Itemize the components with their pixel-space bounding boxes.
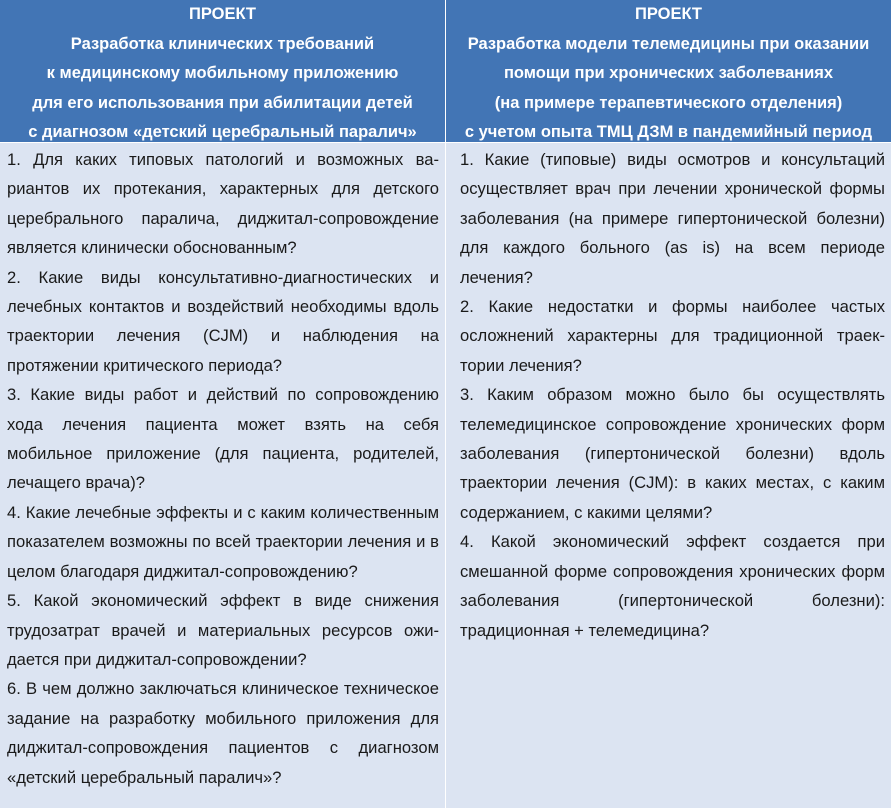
left-project-title-line-2: к медицинскому мобильному приложению	[46, 64, 399, 82]
right-project-title-line-2: помощи при хронических заболеваниях	[503, 64, 834, 82]
left-questions-list	[0, 143, 445, 808]
left-question-3: 3. Какие виды работ и действий по сопровождению хода лечения пациента может взять на себя мобильное приложение (для пациента, родителей, лечащего врача)?	[7, 385, 439, 493]
right-questions-list	[446, 143, 891, 808]
right-question-3: 3. Каким образом можно было бы осуществлять телемедицинское сопровождение хронических форм заболевания (гипертонической болезни) вдоль траектории лечения (CJM): в каких местах, с каким содержанием, с какими целями?	[460, 385, 885, 522]
right-project-title-line-4: с учетом опыта ТМЦ ДЗМ в пандемийный период	[464, 123, 873, 141]
left-question-2: 2. Какие виды консультативно-диагностических и лечебных контактов и воздействий необходимы вдоль траектории лечения (CJM) и наблюдения на протяжении критического периода?	[7, 267, 439, 375]
left-question-5: 5. Какой экономический эффект в виде снижения трудозатрат врачей и материальных ресурсов ожидается при диджитал-сопровождении?	[7, 591, 439, 669]
right-question-4: 4. Какой экономический эффект создается при смешанной форме сопровождения хронических форм заболевания (гипертонической болезни): традиционная + телемедицина?	[460, 532, 885, 640]
left-project-title-line-3: для его использования при абилитации детей	[32, 93, 413, 112]
left-project-label: ПРОЕКТ	[188, 5, 257, 23]
right-project-column	[446, 0, 891, 808]
left-project-title-line-4: с диагнозом «детский церебральный паралич»	[28, 123, 417, 141]
right-question-2: 2. Какие недостатки и формы наиболее частых осложнений характерны для традиционной траектории лечения?	[460, 297, 885, 375]
right-project-header	[446, 0, 891, 143]
right-project-label: ПРОЕКТ	[634, 5, 703, 23]
right-question-1: 1. Какие (типовые) виды осмотров и консультаций осуществляет врач при лечении хронической формы заболевания (на примере гипертонической болезни) для каждого больного (as is) на всем периоде лечения?	[460, 150, 885, 287]
left-project-header	[0, 0, 445, 143]
right-project-title-line-3: (на примере терапевтического отделения)	[494, 93, 843, 112]
right-project-title-line-1: Разработка модели телемедицины при оказании	[467, 34, 870, 53]
left-question-4: 4. Какие лечебные эффекты и с каким количественным показателем возможны по всей траектории лечения и в целом благодаря диджитал-сопровождению?	[7, 502, 439, 581]
column-divider	[445, 0, 446, 808]
left-question-6: 6. В чем должно заключаться клиническое техническое задание на разработку мобильного приложения для диджитал-сопровождения пациентов с диагнозом «детский церебральный паралич»?	[7, 679, 439, 787]
left-project-title-line-1: Разработка клинических требований	[70, 34, 375, 53]
left-question-1: 1. Для каких типовых патологий и возможных вариантов их протекания, характерных для детского церебрального паралича, диджитал-сопровождение является клинически обоснованным?	[7, 150, 439, 258]
left-project-column	[0, 0, 445, 808]
